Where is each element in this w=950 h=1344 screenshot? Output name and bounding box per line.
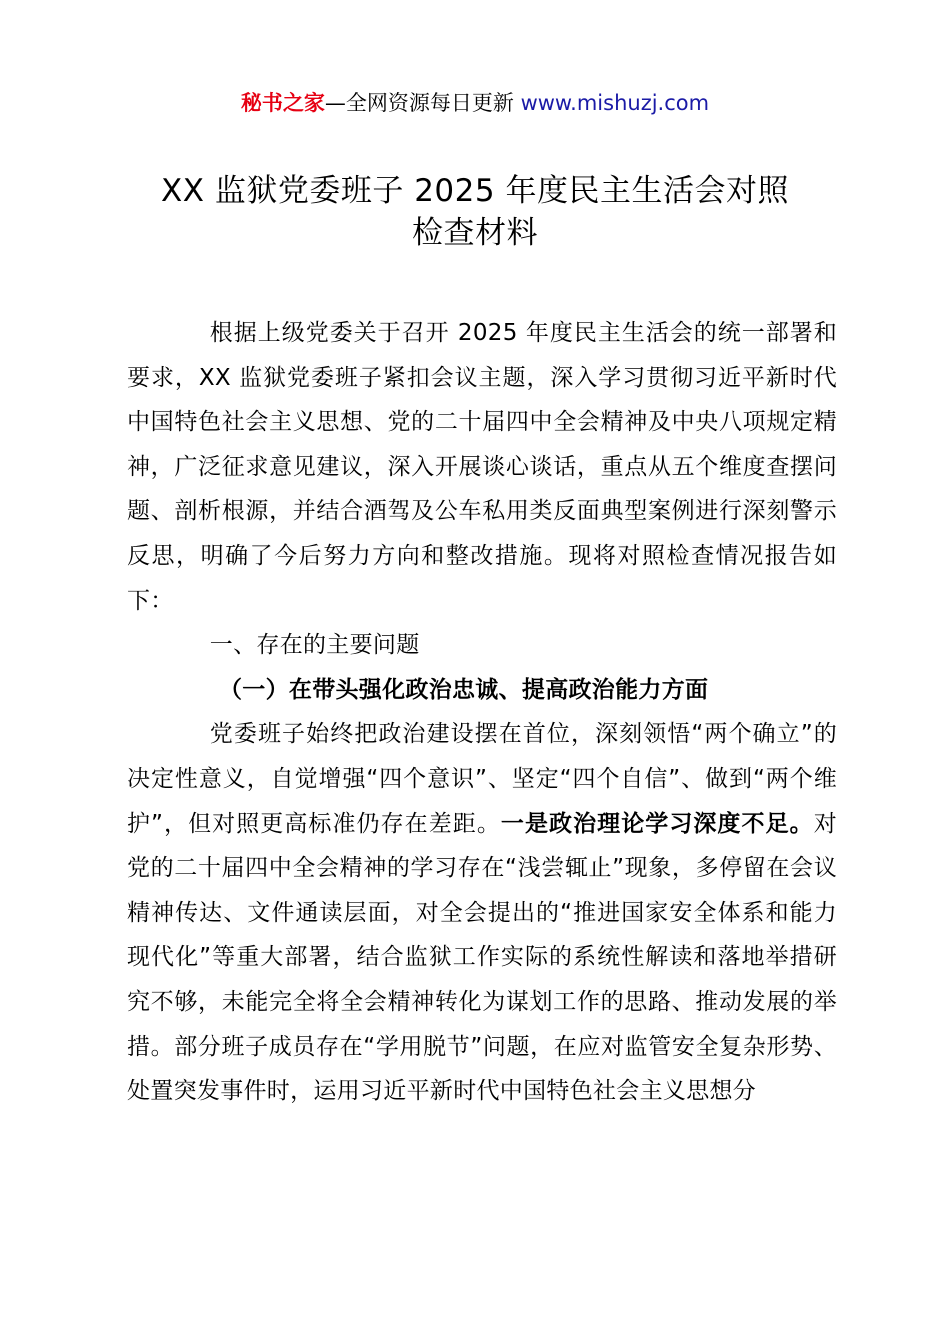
title-line-2: 检查材料 (412, 215, 538, 251)
paragraph-1-bold-point: 一是政治理论学习深度不足。 (500, 810, 814, 837)
header-tagline: —全网资源每日更新 (324, 91, 521, 115)
title-line-1: XX 监狱党委班子 2025 年度民主生活会对照 (161, 173, 789, 209)
paragraph-1-body: 对党的二十届四中全会精神的学习存在“浅尝辄止”现象，多停留在会议精神传达、文件通读层面，对全会提出的“推进国家安全体系和能力现代化”等重大部署，结合监狱工作实际的系统性解读和落地举措研究不够，未能完全将全会精神转化为谋划工作的思路、推动发展的举措。部分班子成员存在“学用脱节”问题，在应对监管安全复杂形势、处置突发事件时，运用习近平新时代中国特色社会主义思想分 (127, 810, 837, 1105)
brand-name: 秘书之家 (240, 91, 325, 115)
section-heading: 一、存在的主要问题 (209, 632, 420, 659)
document-title (100, 170, 850, 254)
paragraph-1-lead: 党委班子始终把政治建设摆在首位，深刻领悟“两个确立”的决定性意义，自觉增强“四个意识”、坚定“四个自信”、做到“两个维护”，但对照更高标准仍存在差距。 (127, 721, 837, 837)
document-body (127, 311, 837, 1114)
site-header (0, 88, 950, 118)
paragraph-1 (127, 712, 837, 1113)
intro-paragraph: 根据上级党委关于召开 2025 年度民主生活会的统一部署和要求，XX 监狱党委班子紧扣会议主题，深入学习贯彻习近平新时代中国特色社会主义思想、党的二十届四中全会精神及中央八项规定精神，广泛征求意见建议，深入开展谈心谈话，重点从五个维度查摆问题、剖析根源，并结合酒驾及公车私用类反面典型案例进行深刻警示反思，明确了今后努力方向和整改措施。现将对照检查情况报告如下： (127, 320, 837, 614)
subsection-heading: （一）在带头强化政治忠诚、提高政治能力方面 (219, 676, 709, 703)
site-url[interactable]: www.mishuzj.com (520, 91, 710, 115)
